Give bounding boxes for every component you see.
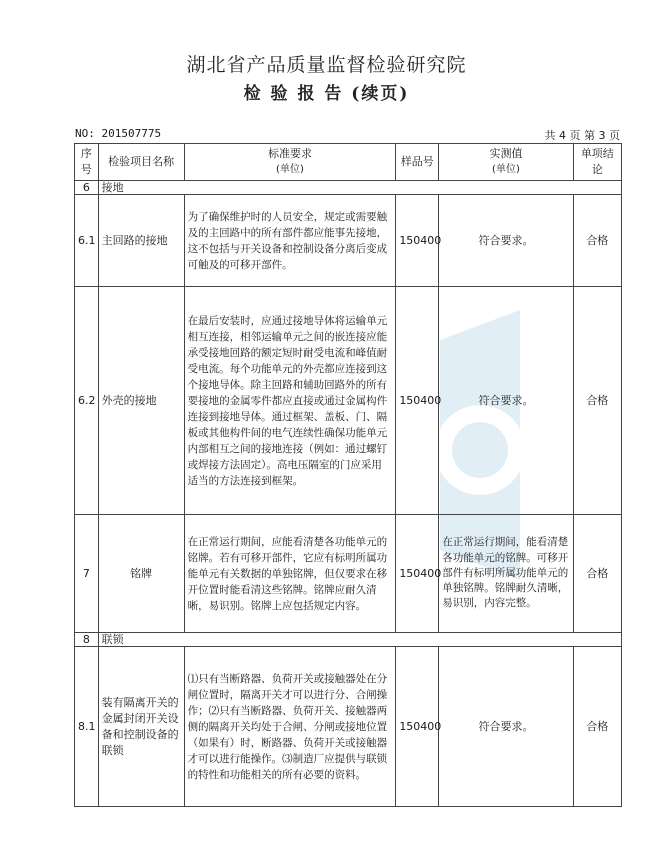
row-sample: 150400 — [396, 195, 439, 287]
row-sample: 150400 — [396, 287, 439, 515]
section-name: 接地 — [98, 181, 621, 195]
row-result: 合格 — [573, 515, 621, 633]
report-number: NO: 201507775 — [75, 127, 162, 140]
table-row — [75, 195, 622, 287]
section-name: 联锁 — [98, 633, 621, 647]
header-meas-unit: (单位) — [492, 164, 520, 175]
report-meta — [75, 127, 620, 143]
section-row — [75, 181, 622, 195]
row-std: ⑴只有当断路器、负荷开关或接触器处在分闸位置时，隔离开关才可以进行分、合闸操作；⑵只有当断路器、负荷开关、接触器两侧的隔离开关均处于合闸、分闸或接地位置（如果有）时，断路器、负荷开关或接触器才可以进行能操作。⑶制造厂应提供与联锁的特性和功能相关的所有必要的资料。 — [184, 647, 396, 807]
row-measured: 符合要求。 — [439, 647, 573, 807]
header-sample: 样品号 — [396, 144, 439, 181]
page-count: 共 4 页 第 3 页 — [544, 129, 620, 142]
table-row — [75, 647, 622, 807]
header-std-unit: (单位) — [276, 164, 304, 175]
header-meas-label: 实测值 — [489, 147, 523, 160]
row-item: 主回路的接地 — [98, 195, 184, 287]
row-item: 外壳的接地 — [98, 287, 184, 515]
section-seq: 8 — [75, 633, 99, 647]
section-row — [75, 633, 622, 647]
header-std — [184, 144, 396, 181]
table-row — [75, 287, 622, 515]
row-result: 合格 — [573, 195, 621, 287]
row-item: 铭牌 — [98, 515, 184, 633]
row-measured: 符合要求。 — [439, 287, 573, 515]
header-seq: 序号 — [75, 144, 99, 181]
row-seq: 8.1 — [75, 647, 99, 807]
row-result: 合格 — [573, 287, 621, 515]
row-item: 装有隔离开关的金属封闭开关设备和控制设备的联锁 — [98, 647, 184, 807]
row-seq: 7 — [75, 515, 99, 633]
table-row — [75, 515, 622, 633]
row-measured: 符合要求。 — [439, 195, 573, 287]
row-std: 在最后安装时，应通过接地导体将运输单元相互连接，相邻运输单元之间的嵌连接应能承受接地回路的额定短时耐受电流和峰值耐受电流。每个功能单元的外壳都应连接到这个接地导体。除主回路和辅助回路外的所有要接地的金属零件都应直接或通过金属构件连接到接地导体。通过框架、盖板、门、隔板或其他构件间的电气连续性确保功能单元内部相互之间的接地连接（例如：通过螺钉或焊接方法固定）。高电压隔室的门应采用适当的方法连接到框架。 — [184, 287, 396, 515]
inspection-table — [74, 143, 622, 807]
header-meas — [439, 144, 573, 181]
table-header-row — [75, 144, 622, 181]
section-seq: 6 — [75, 181, 99, 195]
header-result: 单项结论 — [573, 144, 621, 181]
row-sample: 150400 — [396, 647, 439, 807]
header-std-label: 标准要求 — [267, 147, 312, 160]
header-item: 检验项目名称 — [98, 144, 184, 181]
row-std: 为了确保维护时的人员安全，规定或需要触及的主回路中的所有部件都应能事先接地，这不包括与开关设备和控制设备分离后变成可触及的可移开部件。 — [184, 195, 396, 287]
report-title: 检 验 报 告 (续页) — [243, 84, 410, 104]
row-result: 合格 — [573, 647, 621, 807]
row-sample: 150400 — [396, 515, 439, 633]
row-std: 在正常运行期间，应能看清楚各功能单元的铭牌。若有可移开部件，它应有标明所属功能单元有关数据的单独铭牌，但仅要求在移开位置时能看清这些铭牌。铭牌应耐久清晰，易识别。铭牌上应包括规定内容。 — [184, 515, 396, 633]
row-seq: 6.1 — [75, 195, 99, 287]
organization-name: 湖北省产品质量监督检验研究院 — [186, 54, 467, 76]
row-seq: 6.2 — [75, 287, 99, 515]
row-measured: 在正常运行期间，能看清楚各功能单元的铭牌。可移开部件有标明所属功能单元的单独铭牌。铭牌耐久清晰，易识别，内容完整。 — [439, 515, 573, 633]
